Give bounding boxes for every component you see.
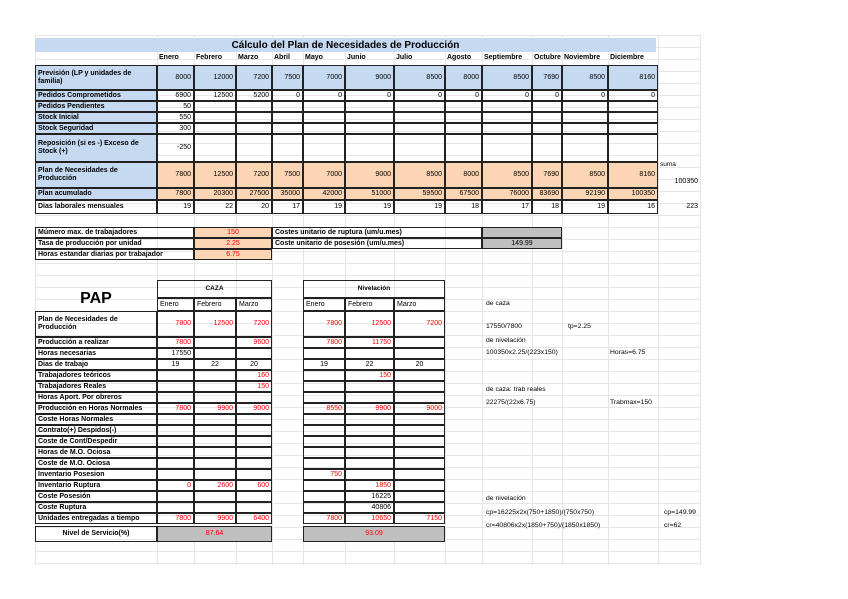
pap-row-label: Coste Ruptura <box>35 502 157 513</box>
note-text: cp=149.99 <box>664 509 696 517</box>
row-value: 8500 <box>482 65 532 90</box>
empty-cell <box>272 112 303 123</box>
row-value: 12000 <box>194 65 236 90</box>
row-value: 6900 <box>157 90 194 101</box>
note-text: de caza: trab reales <box>486 386 546 394</box>
row-value: 100350 <box>608 188 658 200</box>
empty-cell <box>445 101 482 112</box>
caza-value <box>157 414 194 425</box>
param-value: 150 <box>194 227 272 238</box>
niv-value: 7150 <box>394 513 445 524</box>
note-text: Trabmax=150 <box>610 399 652 407</box>
niv-value <box>345 447 394 458</box>
row-value: 8160 <box>608 65 658 90</box>
row-value: 50 <box>157 101 194 112</box>
caza-value <box>194 370 236 381</box>
niv-value <box>394 337 445 348</box>
row-value: 17 <box>272 200 303 214</box>
empty-cell <box>532 134 562 162</box>
caza-value <box>194 348 236 359</box>
row-label-stock_inicial: Stock Inicial <box>35 112 157 123</box>
empty-cell <box>236 112 272 123</box>
caza-value: 2600 <box>194 480 236 491</box>
row-value: 67500 <box>445 188 482 200</box>
row-value: 9000 <box>345 65 394 90</box>
row-value: 7500 <box>272 162 303 188</box>
dias-total: 223 <box>686 203 698 211</box>
empty-cell <box>532 112 562 123</box>
row-value: 8500 <box>394 162 445 188</box>
month-header: Noviembre <box>564 54 601 62</box>
month-header: Diciembre <box>610 54 644 62</box>
niv-value <box>394 414 445 425</box>
empty-cell <box>562 123 608 134</box>
row-value: 8500 <box>562 162 608 188</box>
row-label-plan_acum: Plan acumulado <box>35 188 157 200</box>
row-value: 92190 <box>562 188 608 200</box>
row-value: 19 <box>157 200 194 214</box>
niv-value <box>345 425 394 436</box>
row-value: -250 <box>157 134 194 162</box>
caza-value: 12500 <box>194 311 236 337</box>
row-value: 8500 <box>394 65 445 90</box>
month-header: Julio <box>396 54 413 62</box>
niv-value <box>303 447 345 458</box>
param-label: Múmero max. de trabajadores <box>35 227 194 238</box>
caza-value <box>194 458 236 469</box>
niv-value <box>345 392 394 403</box>
caza-value <box>236 469 272 480</box>
row-value: 16 <box>608 200 658 214</box>
empty-cell <box>482 123 532 134</box>
param-label: Horas estandar diarias por trabajador <box>35 249 194 260</box>
empty-cell <box>303 112 345 123</box>
row-value: 18 <box>532 200 562 214</box>
row-value: 19 <box>345 200 394 214</box>
pap-row-label: Horas Aport. Por obreros <box>35 392 157 403</box>
caza-value <box>157 370 194 381</box>
empty-cell <box>345 101 394 112</box>
pap-row-label: Horas de M.O. Ociosa <box>35 447 157 458</box>
row-value: 0 <box>482 90 532 101</box>
row-value: 0 <box>272 90 303 101</box>
niv-value <box>394 447 445 458</box>
niv-value: 150 <box>345 370 394 381</box>
month-header: Enero <box>159 54 179 62</box>
niv-value <box>394 469 445 480</box>
pap-row-label: Plan de Necesidades de Producción <box>35 311 157 337</box>
caza-value <box>157 447 194 458</box>
empty-cell <box>394 101 445 112</box>
niv-value <box>345 381 394 392</box>
niv-month: Febrero <box>345 298 394 311</box>
empty-cell <box>482 101 532 112</box>
month-header: Agosto <box>447 54 472 62</box>
empty-cell <box>482 134 532 162</box>
note-text: 17550/7800 <box>486 323 522 331</box>
row-value: 7200 <box>236 65 272 90</box>
niv-value: 1850 <box>345 480 394 491</box>
caza-value <box>236 425 272 436</box>
month-header: Septiembre <box>484 54 523 62</box>
caza-value <box>236 436 272 447</box>
row-value: 76000 <box>482 188 532 200</box>
niv-value <box>394 436 445 447</box>
niv-month: Marzo <box>394 298 445 311</box>
empty-cell <box>303 134 345 162</box>
caza-value: 7200 <box>236 311 272 337</box>
caza-value <box>236 414 272 425</box>
note-text: 22275/(22x6.75) <box>486 399 536 407</box>
niv-value <box>303 414 345 425</box>
month-header: Mayo <box>305 54 323 62</box>
row-value: 0 <box>345 90 394 101</box>
niv-value <box>303 491 345 502</box>
empty-cell <box>482 112 532 123</box>
caza-value <box>157 491 194 502</box>
niv-value <box>303 425 345 436</box>
niv-month: Enero <box>303 298 345 311</box>
row-label-prevision: Previsión (LP y unidades de familia) <box>35 65 157 90</box>
row-value: 7200 <box>236 162 272 188</box>
niv-value <box>345 436 394 447</box>
niv-value <box>345 469 394 480</box>
row-label-reposicion: Reposición (si es -) Exceso de Stock (+) <box>35 134 157 162</box>
note-text: tp=2.25 <box>568 323 591 331</box>
note-text: cr=40806x2x(1850+750)/(1850x1850) <box>486 522 601 530</box>
row-value: 0 <box>562 90 608 101</box>
month-header: Marzo <box>238 54 259 62</box>
caza-value <box>157 469 194 480</box>
caza-value <box>194 502 236 513</box>
caza-value <box>194 491 236 502</box>
caza-value: 7800 <box>157 311 194 337</box>
row-label-stock_seg: Stock Seguridad <box>35 123 157 134</box>
niv-value: 7800 <box>303 337 345 348</box>
niv-value <box>394 425 445 436</box>
caza-value: 600 <box>236 480 272 491</box>
empty-cell <box>394 123 445 134</box>
suma-value: 100350 <box>674 178 698 186</box>
row-value: 8000 <box>157 65 194 90</box>
empty-cell <box>303 101 345 112</box>
caza-value: 19 <box>157 359 194 370</box>
caza-value <box>236 392 272 403</box>
empty-cell <box>272 101 303 112</box>
caza-value: 9600 <box>236 337 272 348</box>
caza-value <box>236 447 272 458</box>
empty-cell <box>608 123 658 134</box>
row-value: 0 <box>303 90 345 101</box>
note-text: de nivelación <box>486 495 526 503</box>
caza-value: 22 <box>194 359 236 370</box>
empty-cell <box>345 123 394 134</box>
param-label: Coste unitario de posesión (um/u.mes) <box>272 238 482 249</box>
caza-value <box>236 491 272 502</box>
niv-value: 9900 <box>345 403 394 414</box>
row-value: 12500 <box>194 162 236 188</box>
empty-cell <box>236 101 272 112</box>
row-value: 5200 <box>236 90 272 101</box>
month-header: Junio <box>347 54 366 62</box>
row-value: 20300 <box>194 188 236 200</box>
row-value: 8500 <box>482 162 532 188</box>
niv-value <box>394 480 445 491</box>
row-value: 20 <box>236 200 272 214</box>
row-value: 59500 <box>394 188 445 200</box>
niv-value <box>394 381 445 392</box>
empty-cell <box>345 112 394 123</box>
row-value: 12500 <box>194 90 236 101</box>
caza-value <box>194 392 236 403</box>
row-value: 22 <box>194 200 236 214</box>
empty-cell <box>394 112 445 123</box>
niv-value <box>303 480 345 491</box>
row-value: 51000 <box>345 188 394 200</box>
niv-value <box>394 348 445 359</box>
empty-cell <box>194 134 236 162</box>
pap-row-label: Producción a realizar <box>35 337 157 348</box>
niv-value: 11750 <box>345 337 394 348</box>
pap-row-label: Dias de trabajo <box>35 359 157 370</box>
row-value: 19 <box>394 200 445 214</box>
pap-row-label: Trabajadores teóricos <box>35 370 157 381</box>
niv-value: 20 <box>394 359 445 370</box>
caza-value: 9000 <box>236 403 272 414</box>
caza-value <box>194 414 236 425</box>
empty-cell <box>236 134 272 162</box>
pap-row-label: Horas necesarias <box>35 348 157 359</box>
empty-cell <box>532 101 562 112</box>
param-label: Costes unitario de ruptura (um/u.mes) <box>272 227 482 238</box>
empty-cell <box>608 101 658 112</box>
caza-value <box>194 381 236 392</box>
niv-value <box>345 414 394 425</box>
row-value: 7800 <box>157 188 194 200</box>
row-value: 8160 <box>608 162 658 188</box>
niv-value <box>394 392 445 403</box>
caza-value <box>157 381 194 392</box>
niv-value <box>303 370 345 381</box>
row-value: 7690 <box>532 162 562 188</box>
empty-cell <box>532 123 562 134</box>
niv-value: 16225 <box>345 491 394 502</box>
caza-value: 0 <box>157 480 194 491</box>
param-label: Tasa de producción por unidad <box>35 238 194 249</box>
pap-row-label: Coste Posesión <box>35 491 157 502</box>
nivel-servicio-caza: 87.64 <box>157 526 272 542</box>
nivelacion-header: Nivelación <box>303 280 445 298</box>
empty-cell <box>608 134 658 162</box>
row-value: 7800 <box>157 162 194 188</box>
niv-value <box>394 458 445 469</box>
niv-value: 7200 <box>394 311 445 337</box>
empty-cell <box>562 112 608 123</box>
row-value: 8000 <box>445 65 482 90</box>
empty-cell <box>445 134 482 162</box>
nivel-servicio-niv: 93.09 <box>303 526 445 542</box>
niv-value <box>345 458 394 469</box>
row-label-pedidos_pend: Pedidos Pendientes <box>35 101 157 112</box>
empty-cell <box>608 112 658 123</box>
row-value: 0 <box>445 90 482 101</box>
empty-cell <box>194 123 236 134</box>
row-value: 0 <box>608 90 658 101</box>
month-header: Febrero <box>196 54 223 62</box>
row-value: 550 <box>157 112 194 123</box>
empty-cell <box>394 134 445 162</box>
row-value: 0 <box>394 90 445 101</box>
niv-value <box>394 491 445 502</box>
note-text: cr=62 <box>664 522 682 530</box>
caza-value: 7800 <box>157 403 194 414</box>
caza-value: 9900 <box>194 403 236 414</box>
caza-value: 160 <box>236 370 272 381</box>
caza-value: 6400 <box>236 513 272 524</box>
row-label-plan_nec: Plan de Necesidades de Producción <box>35 162 157 188</box>
caza-value <box>157 502 194 513</box>
row-label-pedidos_comp: Pedidos Comprometidos <box>35 90 157 101</box>
caza-value: 150 <box>236 381 272 392</box>
row-value: 18 <box>445 200 482 214</box>
pap-row-label: Inventario Posesion <box>35 469 157 480</box>
niv-value: 22 <box>345 359 394 370</box>
month-header: Octubre <box>534 54 561 62</box>
row-value: 7000 <box>303 162 345 188</box>
note-text: 100350x2.25/(223x150) <box>486 349 558 357</box>
note-text: de caza <box>486 300 510 308</box>
caza-value <box>157 392 194 403</box>
caza-value: 20 <box>236 359 272 370</box>
caza-value: 17550 <box>157 348 194 359</box>
niv-value <box>303 436 345 447</box>
row-value: 7500 <box>272 65 303 90</box>
pap-title: PAP <box>80 290 112 308</box>
row-value: 9000 <box>345 162 394 188</box>
niv-value <box>394 370 445 381</box>
caza-value <box>194 447 236 458</box>
row-value: 19 <box>562 200 608 214</box>
caza-month: Enero <box>157 298 194 311</box>
pap-row-label: Contrato(+) Despidos(-) <box>35 425 157 436</box>
niv-value: 7800 <box>303 513 345 524</box>
row-value: 0 <box>532 90 562 101</box>
caza-value <box>236 348 272 359</box>
row-value: 8500 <box>562 65 608 90</box>
empty-cell <box>345 134 394 162</box>
nivel-servicio-label: Nivel de Servicio(%) <box>35 526 157 542</box>
empty-cell <box>194 101 236 112</box>
niv-value <box>345 348 394 359</box>
niv-value <box>303 502 345 513</box>
niv-value <box>303 381 345 392</box>
caza-value <box>236 502 272 513</box>
niv-value: 7800 <box>303 311 345 337</box>
note-text: Horas=6.75 <box>610 349 646 357</box>
param-value: 149.99 <box>482 238 562 249</box>
row-value: 300 <box>157 123 194 134</box>
caza-month: Marzo <box>236 298 272 311</box>
pap-row-label: Inventario Ruptura <box>35 480 157 491</box>
empty-cell <box>562 134 608 162</box>
caza-value <box>157 425 194 436</box>
caza-header: CAZA <box>157 280 272 298</box>
pap-row-label: Coste Horas Normales <box>35 414 157 425</box>
row-value: 17 <box>482 200 532 214</box>
caza-value <box>194 469 236 480</box>
sheet-title: Cálculo del Plan de Necesidades de Producción <box>35 38 656 52</box>
caza-value: 7800 <box>157 513 194 524</box>
empty-cell <box>236 123 272 134</box>
row-value: 35000 <box>272 188 303 200</box>
row-value: 83690 <box>532 188 562 200</box>
row-value: 42000 <box>303 188 345 200</box>
row-value: 19 <box>303 200 345 214</box>
note-text: de nivelación <box>486 337 526 345</box>
row-value: 7000 <box>303 65 345 90</box>
empty-cell <box>272 134 303 162</box>
niv-value: 9000 <box>394 403 445 414</box>
param-value: 2.25 <box>194 238 272 249</box>
pap-row-label: Unidades entregadas a tiempo <box>35 513 157 524</box>
month-header: Abril <box>274 54 290 62</box>
niv-value <box>303 392 345 403</box>
suma-label: suma <box>660 161 676 169</box>
empty-cell <box>272 123 303 134</box>
caza-value <box>157 458 194 469</box>
param-value: 6.75 <box>194 249 272 260</box>
param-value-empty <box>482 227 562 238</box>
row-value: 27500 <box>236 188 272 200</box>
niv-value: 19 <box>303 359 345 370</box>
pap-row-label: Trabajadores Reales <box>35 381 157 392</box>
caza-month: Febrero <box>194 298 236 311</box>
niv-value: 750 <box>303 469 345 480</box>
niv-value: 8550 <box>303 403 345 414</box>
niv-value <box>303 458 345 469</box>
niv-value: 12500 <box>345 311 394 337</box>
caza-value <box>194 337 236 348</box>
pap-row-label: Coste de M.O. Ociosa <box>35 458 157 469</box>
empty-cell <box>445 112 482 123</box>
empty-cell <box>194 112 236 123</box>
niv-value: 10650 <box>345 513 394 524</box>
caza-value <box>236 458 272 469</box>
caza-value <box>194 425 236 436</box>
empty-cell <box>562 101 608 112</box>
niv-value <box>303 348 345 359</box>
caza-value: 7800 <box>157 337 194 348</box>
pap-row-label: Coste de Cont/Despedir <box>35 436 157 447</box>
row-value: 7690 <box>532 65 562 90</box>
caza-value <box>194 436 236 447</box>
empty-cell <box>445 123 482 134</box>
niv-value: 40806 <box>345 502 394 513</box>
niv-value <box>394 502 445 513</box>
note-text: cp=16225x2x(750+1850)/(750x750) <box>486 509 595 517</box>
row-value: 8000 <box>445 162 482 188</box>
caza-value: 9900 <box>194 513 236 524</box>
pap-row-label: Producción en Horas Normales <box>35 403 157 414</box>
caza-value <box>157 436 194 447</box>
row-label-dias_lab: Dias laborales mensuales <box>35 200 157 214</box>
empty-cell <box>303 123 345 134</box>
